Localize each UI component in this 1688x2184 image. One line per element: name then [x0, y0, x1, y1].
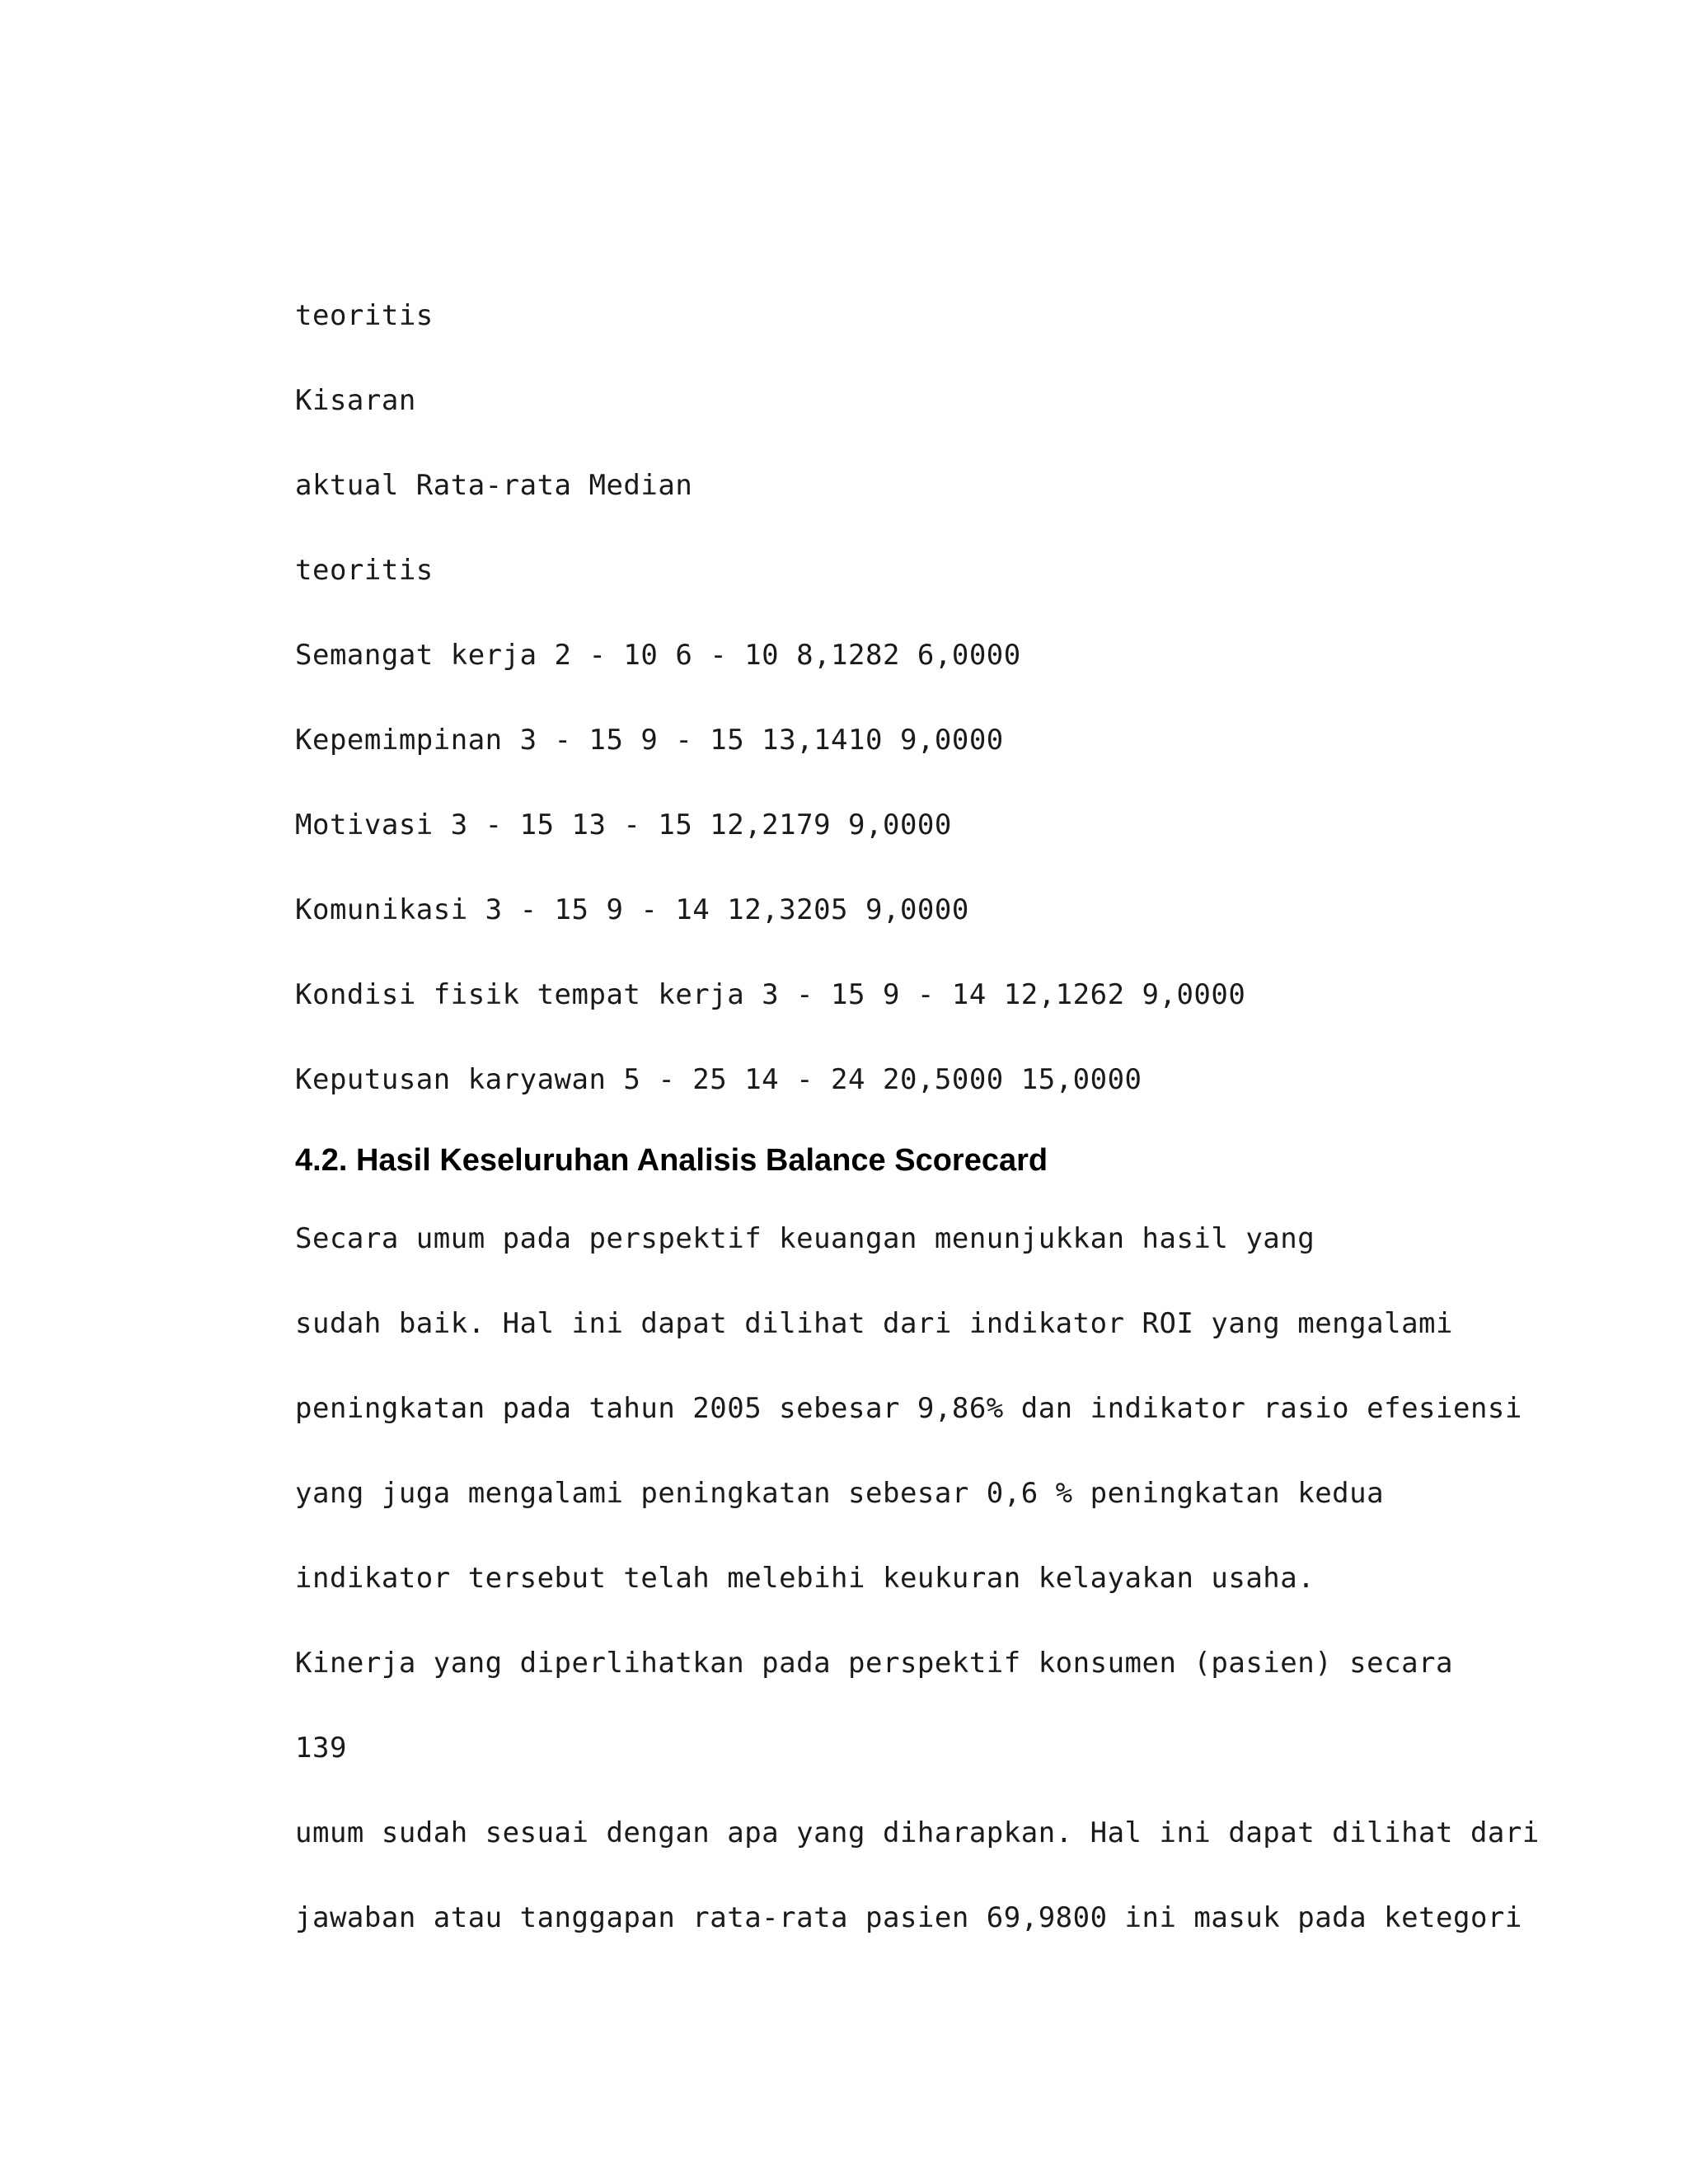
table-row-kondisi-fisik: Kondisi fisik tempat kerja 3 - 15 9 - 14 12,1262 9,0000 [295, 978, 1246, 1011]
table-row-kepemimpinan: Kepemimpinan 3 - 15 9 - 15 13,1410 9,0000 [295, 724, 1004, 757]
paragraph-line: jawaban atau tanggapan rata-rata pasien 69,9800 ini masuk pada ketegori [295, 1901, 1522, 1934]
section-heading: 4.2. Hasil Keseluruhan Analisis Balance Scorecard [295, 1143, 1048, 1178]
paragraph-line: Secara umum pada perspektif keuangan menunjukkan hasil yang [295, 1222, 1315, 1255]
paragraph-line: umum sudah sesuai dengan apa yang diharapkan. Hal ini dapat dilihat dari [295, 1816, 1540, 1849]
table-row-keputusan-karyawan: Keputusan karyawan 5 - 25 14 - 24 20,5000 15,0000 [295, 1063, 1142, 1096]
paragraph-line: indikator tersebut telah melebihi keukuran kelayakan usaha. [295, 1562, 1315, 1595]
paragraph-line: yang juga mengalami peningkatan sebesar 0,6 % peningkatan kedua [295, 1477, 1385, 1510]
table-row-komunikasi: Komunikasi 3 - 15 9 - 14 12,3205 9,0000 [295, 893, 969, 926]
paragraph-line: Kinerja yang diperlihatkan pada perspektif konsumen (pasien) secara [295, 1647, 1453, 1680]
table-line-range: Kisaran [295, 384, 416, 417]
table-line-theoretical-1: teoritis [295, 299, 434, 332]
page-number: 139 [295, 1732, 347, 1765]
paragraph-line: sudah baik. Hal ini dapat dilihat dari indikator ROI yang mengalami [295, 1307, 1453, 1340]
table-line-theoretical-2: teoritis [295, 554, 434, 587]
table-row-motivasi: Motivasi 3 - 15 13 - 15 12,2179 9,0000 [295, 808, 952, 841]
paragraph-line: peningkatan pada tahun 2005 sebesar 9,86% dan indikator rasio efesiensi [295, 1392, 1522, 1425]
table-line-header: aktual Rata-rata Median [295, 469, 693, 502]
table-row-semangat-kerja: Semangat kerja 2 - 10 6 - 10 8,1282 6,0000 [295, 639, 1021, 672]
